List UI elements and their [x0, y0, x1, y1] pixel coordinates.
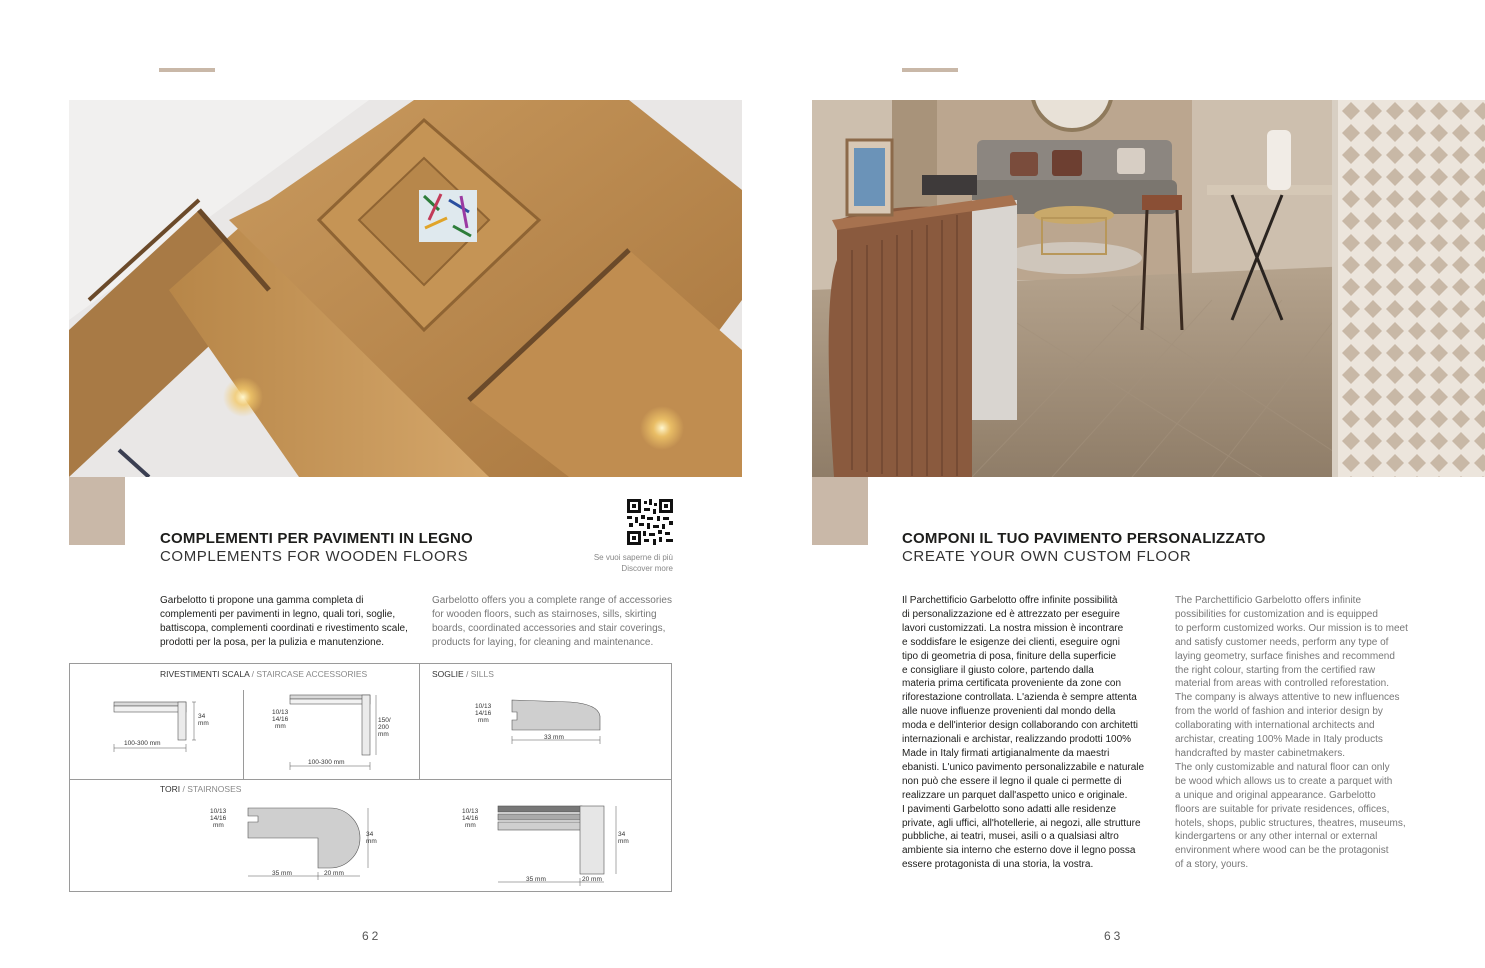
- dim-35: 35 mm: [526, 876, 546, 883]
- diagram-divider-v: [419, 664, 420, 779]
- right-body-it: Il Parchettificio Garbelotto offre infinite possibilità di personalizzazione ed è attrezzato per eseguire lavori customizzati. La nostra mission è incontrare e soddisfare le esigenze dei clienti, eseguire ogni tipo di geometria di posa, finiture della superficie e consigliare il giusto colore, partendo dalla materia prima certificata proveniente da zone con riforestazione controllata. L'azienda è sempre attenta alle nuove influenze provenienti dal mondo della moda e dell'interior design collaborando con architetti internazionali e archistar, realizzando prodotti 100% Made in Italy firmati artigianalmente da maestri ebanisti. L'unico pavimento personalizzabile e naturale non può che essere il legno il quale ci permette di realizzare un parquet dall'aspetto unico e originale. I pavimenti Garbelotto sono adatti alle residenze private, agli uffici, all'hotellerie, ai negozi, alle strutture pubbliche, ai teatri, musei, asili o a qualsiasi altro ambiente sia interno che esterno dove il legno possa essere protagonista di una storia, la vostra.: [902, 595, 1145, 871]
- staircase-label-it: RIVESTIMENTI SCALA: [160, 669, 250, 679]
- stairnoses-label: [160, 784, 241, 794]
- dim-mm: mm: [275, 723, 286, 730]
- dim-10-13: 10/13: [475, 703, 492, 710]
- dim-14-16: 14/16: [475, 710, 492, 717]
- dim-mm: mm: [378, 731, 389, 738]
- dim-100-300: 100-300 mm: [124, 740, 161, 747]
- qr-caption: [560, 552, 673, 574]
- dim-mm: mm: [213, 822, 224, 829]
- stairnoses-label-en: STAIRNOSES: [187, 784, 242, 794]
- dim-10-13: 10/13: [210, 808, 227, 815]
- right-title-it: COMPONI IL TUO PAVIMENTO PERSONALIZZATO: [902, 530, 1266, 547]
- dim-200: 200: [378, 724, 389, 731]
- label-separator: /: [249, 669, 257, 679]
- dim-34: 34: [618, 831, 626, 838]
- dim-14-16: 14/16: [272, 716, 289, 723]
- left-title-en: COMPLEMENTS FOR WOODEN FLOORS: [160, 548, 469, 565]
- dim-mm: mm: [366, 838, 377, 845]
- diagram-divider-v2: [243, 690, 244, 779]
- dim-mm: mm: [198, 720, 209, 727]
- left-top-rule: [159, 68, 215, 72]
- dim-10-13: 10/13: [462, 808, 479, 815]
- staircase-label: [160, 669, 367, 679]
- stairnose-square-diagram: [462, 804, 642, 888]
- dim-10-13: 10/13: [272, 709, 289, 716]
- dim-14-16: 14/16: [210, 815, 227, 822]
- interior-photo: [812, 100, 1485, 477]
- qr-code[interactable]: [627, 499, 673, 545]
- stair-riser-diagram: [270, 690, 410, 772]
- qr-caption-en: Discover more: [621, 564, 673, 573]
- dim-14-16: 14/16: [462, 815, 479, 822]
- label-separator: /: [180, 784, 188, 794]
- left-accent-block: [69, 477, 125, 545]
- left-title-it: COMPLEMENTI PER PAVIMENTI IN LEGNO: [160, 530, 473, 547]
- stairnose-round-diagram: [210, 804, 390, 884]
- stair-tread-diagram: [110, 694, 220, 759]
- dim-mm: mm: [618, 838, 629, 845]
- left-body-it: Garbelotto ti propone una gamma completa di complementi per pavimenti in legno, quali tori, soglie, battiscopa, complementi coordinati e rivestimento scale, prodotti per la posa, per la pulizia e manutenzione.: [160, 595, 408, 648]
- diagram-divider-h: [70, 779, 671, 780]
- sills-label-en: SILLS: [470, 669, 494, 679]
- right-accent-block: [812, 477, 868, 545]
- dim-mm: mm: [465, 822, 476, 829]
- dim-100-300: 100-300 mm: [308, 759, 345, 766]
- dim-35: 35 mm: [272, 870, 292, 877]
- left-body-en: Garbelotto offers you a complete range of accessories for wooden floors, such as stairnoses, sills, skirting boards, coordinated accessories and stair coverings, products for laying, for cleaning and maintenance.: [432, 595, 672, 648]
- label-separator: /: [463, 669, 471, 679]
- left-page-number: 62: [362, 929, 382, 943]
- dim-mm: mm: [478, 717, 489, 724]
- right-title-en: CREATE YOUR OWN CUSTOM FLOOR: [902, 548, 1192, 565]
- technical-diagrams: [69, 663, 672, 892]
- right-page-number: 63: [1104, 929, 1124, 943]
- staircase-photo: [69, 100, 742, 477]
- staircase-label-en: STAIRCASE ACCESSORIES: [256, 669, 368, 679]
- dim-34: 34: [366, 831, 374, 838]
- dim-20: 20 mm: [582, 876, 602, 883]
- dim-33: 33 mm: [544, 734, 564, 741]
- dim-34: 34: [198, 713, 206, 720]
- right-top-rule: [902, 68, 958, 72]
- right-body-en: The Parchettificio Garbelotto offers infinite possibilities for customization and is equipped to perform customized works. Our mission is to meet and satisfy customer needs, perform any type of laying geometry, surface finishes and recommend the right colour, starting from the certified raw material from areas with controlled reforestation. The company is always attentive to new influences from the world of fashion and interior design by collaborating with international architects and archistar, creating 100% Made in Italy products handcrafted by master cabinetmakers. The only customizable and natural floor can only be wood which allows us to create a parquet with a unique and original appearance. Garbelotto floors are suitable for private residences, offices, hotels, shops, public structures, theatres, museums, kindergartens or any other internal or external environment where wood can be the protagonist of a story, yours.: [1175, 595, 1408, 871]
- qr-caption-it: Se vuoi saperne di più: [593, 553, 673, 562]
- sills-label-it: SOGLIE: [432, 669, 464, 679]
- sills-label: [432, 669, 494, 679]
- dim-20: 20 mm: [324, 870, 344, 877]
- dim-150: 150/: [378, 717, 391, 724]
- stairnoses-label-it: TORI: [160, 784, 181, 794]
- sill-diagram: [470, 694, 610, 754]
